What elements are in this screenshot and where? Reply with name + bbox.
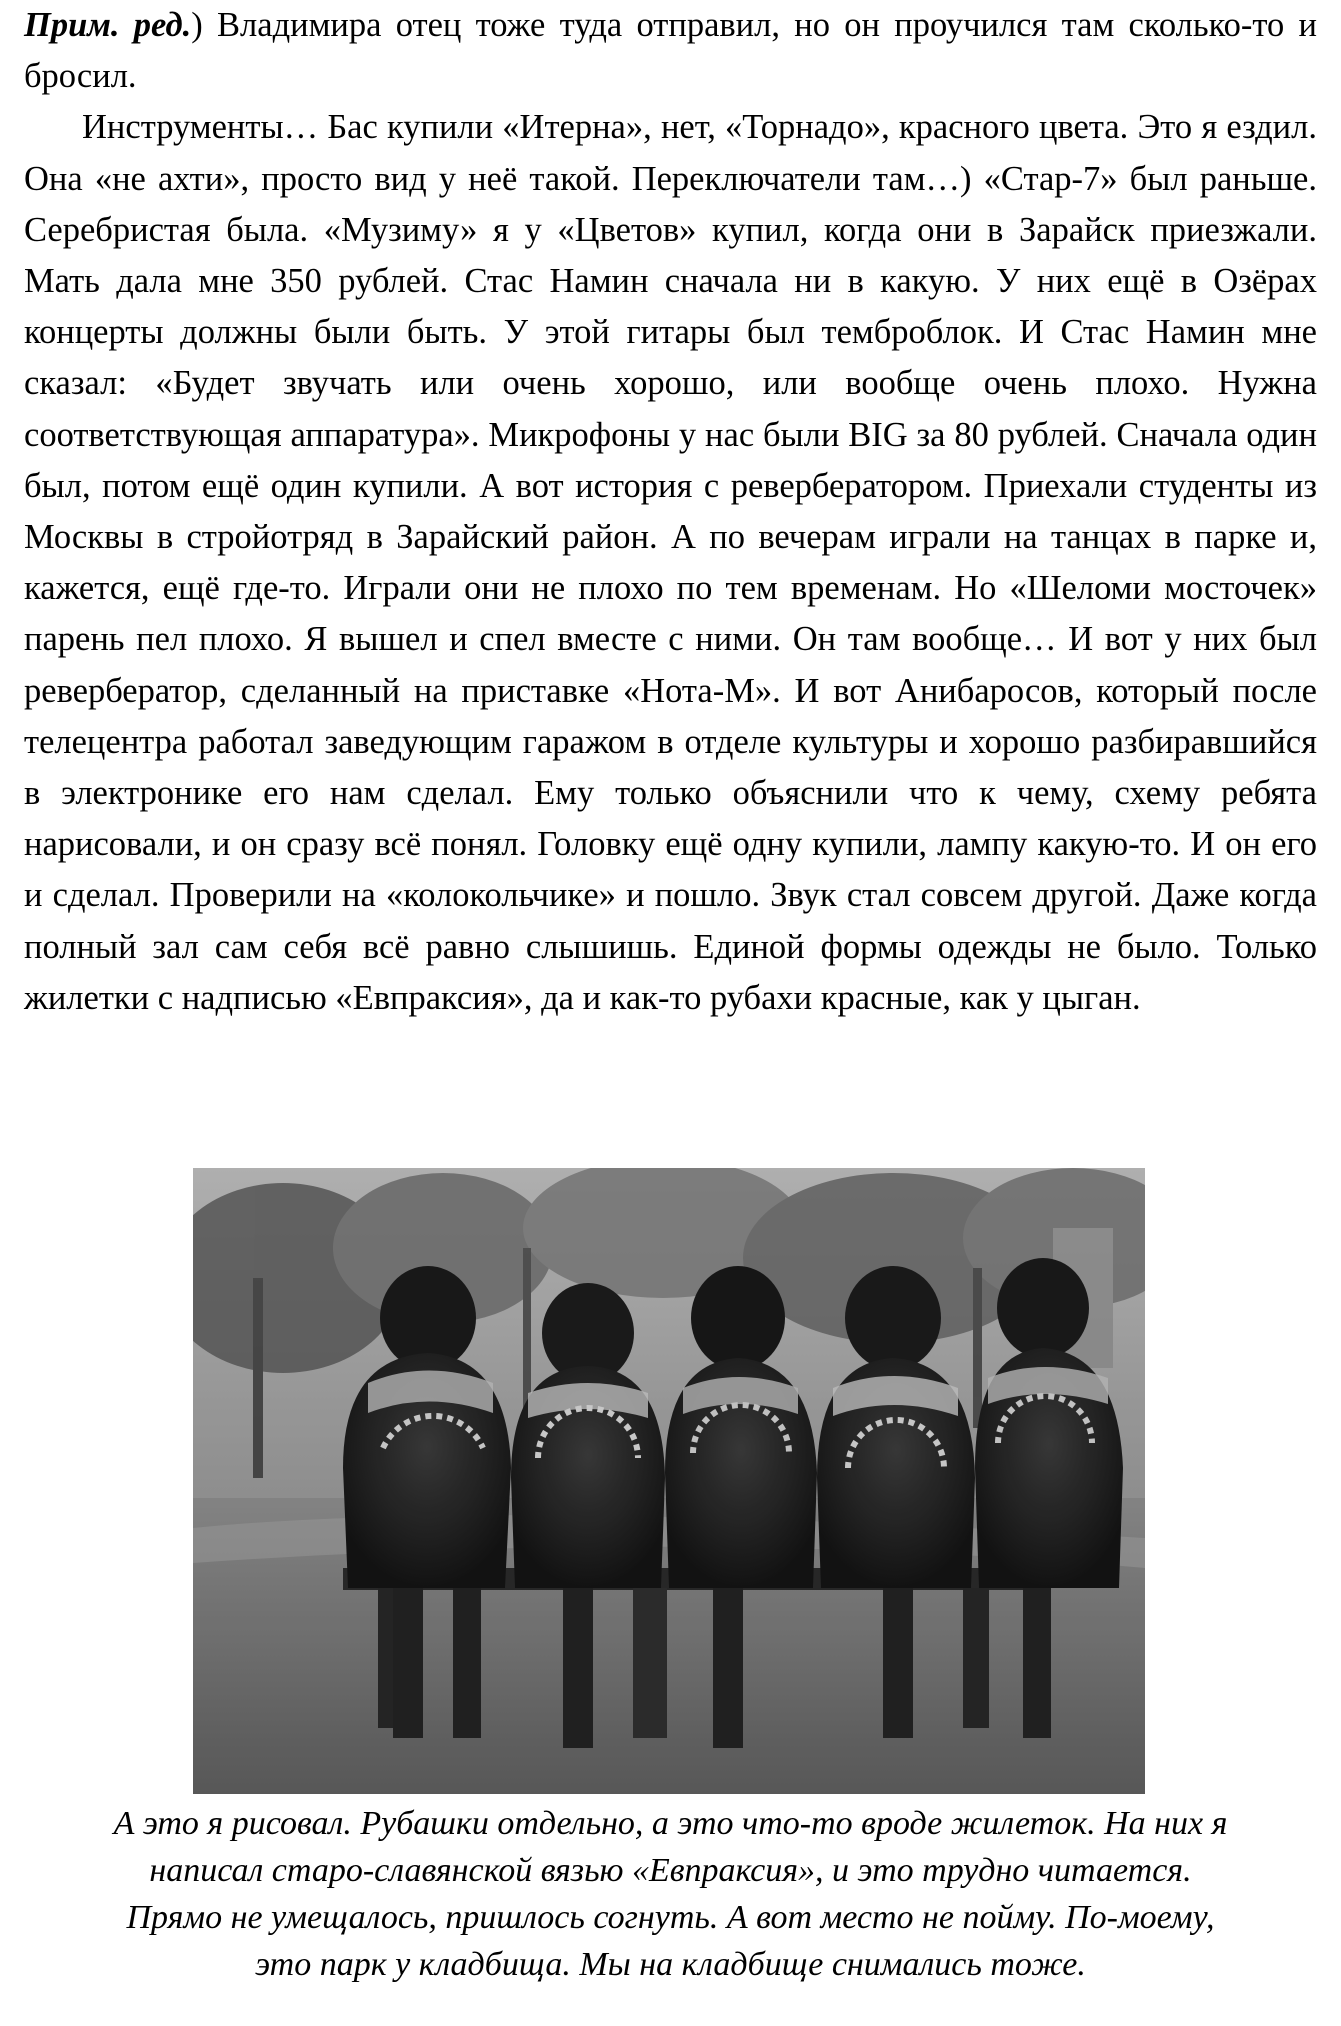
caption-line-2: написал старо-славянской вязью «Евпраксия», и это трудно читается. [149,1852,1192,1889]
paragraph-1-text: ) Владимира отец тоже туда отправил, но он проучился там сколько-то и бросил. [24,6,1317,96]
caption-line-1: А это я рисовал. Рубашки отдельно, а это что-то вроде жилеток. На них я [113,1805,1228,1842]
photo-caption [30,1800,1311,1988]
article-body [24,0,1317,1024]
editor-note: Прим. ред. [24,6,192,44]
caption-line-3: Прямо не умещалось, пришлось согнуть. А вот место не пойму. По-моему, [126,1899,1215,1936]
paragraph-1 [24,0,1317,102]
band-photo-illustration [193,1168,1145,1794]
caption-line-4: это парк у кладбища. Мы на кладбище снимались тоже. [255,1946,1086,1983]
paragraph-2: Инструменты… Бас купили «Итерна», нет, «Торнадо», красного цвета. Это я ездил. Она «не ахти», просто вид у неё такой. Переключатели там…) «Стар-7» был раньше. Серебристая была. «Музиму» я у «Цветов» купил, когда они в Зарайск приезжали. Мать дала мне 350 рублей. Стас Намин сначала ни в какую. У них ещё в Озёрах концерты должны были быть. У этой гитары был темброблок. И Стас Намин мне сказал: «Будет звучать или очень хорошо, или вообще очень плохо. Нужна соответствующая аппаратура». Микрофоны у нас были BIG за 80 рублей. Сначала один был, потом ещё один купили. А вот история с ревербератором. Приехали студенты из Москвы в стройотряд в Зарайский район. А по вечерам играли на танцах в парке и, кажется, ещё где-то. Играли они не плохо по тем временам. Но «Шеломи мосточек» парень пел плохо. Я вышел и спел вместе с ними. Он там вообще… И вот у них был ревербератор, сделанный на приставке «Нота-М». И вот Анибаросов, который после телецентра работал заведующим гаражом в отделе культуры и хорошо разбиравшийся в электронике его нам сделал. Ему только объяснили что к чему, схему ребята нарисовали, и он сразу всё понял. Головку ещё одну купили, лампу какую-то. И он его и сделал. Проверили на «колокольчике» и пошло. Звук стал совсем другой. Даже когда полный зал сам себя всё равно слышишь. Единой формы одежды не было. Только жилетки с надписью «Евпраксия», да и как-то рубахи красные, как у цыган. [24,108,1317,1017]
band-photo [193,1168,1145,1794]
